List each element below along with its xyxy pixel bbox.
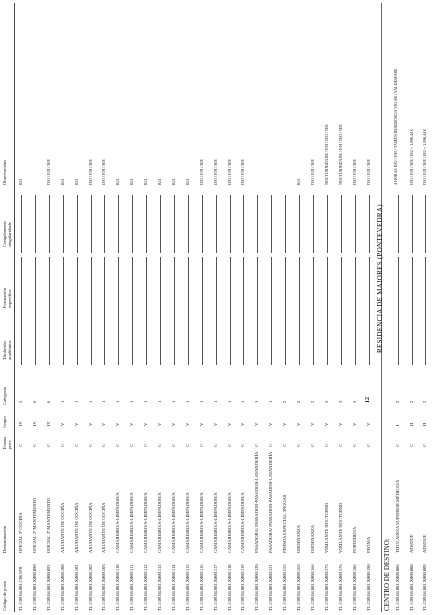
cell-categoria: 12 bbox=[364, 397, 371, 403]
cell-grupo: V bbox=[143, 422, 149, 426]
empty-cell-line bbox=[202, 307, 203, 365]
cell-forma: C bbox=[198, 443, 204, 447]
cell-forma: C bbox=[59, 443, 65, 447]
cell-forma: C bbox=[101, 443, 107, 447]
empty-cell-line bbox=[243, 307, 244, 365]
cell-categoria: 5 bbox=[18, 400, 23, 403]
empty-cell-line bbox=[299, 195, 300, 253]
cell-forma: C bbox=[170, 443, 176, 447]
empty-cell-line bbox=[188, 257, 189, 315]
table-row bbox=[421, 0, 430, 615]
table-row bbox=[184, 0, 193, 615]
cell-denominacion: CAMAREIRO/A-LIMPADOR/A bbox=[143, 492, 149, 553]
table-row bbox=[114, 0, 123, 615]
empty-cell-line bbox=[425, 195, 426, 253]
table-row bbox=[295, 0, 304, 615]
col-header-complemento: Complemento singularidade bbox=[2, 220, 12, 247]
empty-cell-line bbox=[118, 307, 119, 365]
cell-forma: C bbox=[323, 443, 329, 447]
table-row bbox=[128, 0, 137, 615]
cell-denominacion: CAMAREIRO/A-LIMPADOR/A bbox=[184, 492, 190, 553]
empty-cell-line bbox=[202, 257, 203, 315]
cell-grupo: V bbox=[87, 422, 93, 426]
empty-cell-line bbox=[313, 257, 314, 315]
cell-categoria: 1 bbox=[59, 400, 65, 403]
cell-categoria: 6 bbox=[45, 400, 51, 403]
empty-cell-line bbox=[327, 307, 328, 365]
table-row bbox=[45, 0, 54, 615]
empty-cell-line bbox=[355, 257, 356, 315]
cell-denominacion: AXUDANTE DE COCIÑA bbox=[73, 502, 79, 553]
cell-forma: C bbox=[45, 443, 51, 447]
col-header-codigo: Código de posto bbox=[2, 580, 7, 611]
cell-observaciones: D/O / F/H / H/E bbox=[101, 159, 107, 185]
cell-categoria: 2 bbox=[408, 400, 414, 403]
empty-cell-line bbox=[313, 195, 314, 253]
col-header-formacion: Formación específica bbox=[2, 288, 12, 308]
table-row bbox=[100, 0, 109, 615]
empty-cell-line bbox=[77, 257, 78, 315]
empty-cell-line bbox=[285, 307, 286, 365]
empty-cell-line bbox=[63, 195, 64, 253]
cell-forma: C bbox=[73, 443, 79, 447]
empty-cell-line bbox=[425, 257, 426, 315]
cell-forma: C bbox=[296, 443, 301, 447]
empty-cell-line bbox=[188, 307, 189, 365]
cell-grupo: II bbox=[408, 423, 414, 426]
cell-grupo: IV bbox=[45, 421, 51, 426]
table-row bbox=[281, 0, 290, 615]
cell-denominacion: PASADORA/ PASSADOR-PASADOR-LAVANDERÍA bbox=[254, 451, 260, 553]
empty-cell-line bbox=[355, 307, 356, 365]
cell-forma: C bbox=[337, 443, 343, 447]
cell-grupo: IV bbox=[18, 421, 23, 426]
cell-observaciones: D/O / F/H / H/E / H/2 + 1.096,44 € bbox=[408, 128, 414, 185]
cell-code: TL.C09.04.001.X000.120 bbox=[254, 564, 260, 611]
cell-code: TL.C09.04.001.X000.165 bbox=[296, 564, 301, 611]
col-header-observaciones: Observacións bbox=[2, 159, 7, 185]
cell-code: TL.C09.04.001.X000.117 bbox=[212, 564, 218, 611]
centro-destino-label: CENTRO DE DESTINO: bbox=[383, 538, 391, 611]
cell-observaciones: D/O / F/H / H/E bbox=[45, 159, 51, 185]
table-row bbox=[31, 0, 40, 615]
cell-forma: C bbox=[129, 443, 135, 447]
empty-cell-line bbox=[104, 307, 105, 365]
empty-cell-line bbox=[118, 257, 119, 315]
cell-categoria: 2 bbox=[395, 400, 400, 403]
cell-forma: C bbox=[87, 443, 93, 447]
cell-code: TL.C09.04.001.X000.176 bbox=[337, 564, 343, 611]
cell-observaciones: D/O / F/H / H/E bbox=[87, 159, 93, 185]
cell-observaciones: B/4 bbox=[59, 179, 65, 185]
cell-categoria: 1 bbox=[87, 400, 93, 403]
table-row bbox=[351, 0, 360, 615]
table-row bbox=[253, 0, 262, 615]
empty-cell-line bbox=[160, 195, 161, 253]
cell-grupo: I bbox=[395, 424, 400, 426]
cell-code: TL.C09.04.001.X000.090 bbox=[31, 564, 37, 611]
empty-cell-line bbox=[160, 257, 161, 315]
cell-categoria: 1 bbox=[143, 400, 149, 403]
cell-categoria: 3 bbox=[323, 400, 329, 403]
cell-categoria: 2 bbox=[309, 400, 315, 403]
empty-cell-line bbox=[49, 195, 50, 253]
cell-grupo: V bbox=[157, 422, 162, 426]
cell-observaciones: B/4 bbox=[73, 179, 79, 185]
table-row bbox=[365, 0, 374, 615]
empty-cell-line bbox=[355, 195, 356, 253]
empty-cell-line bbox=[63, 307, 64, 365]
cell-code: TL.C09.04.001.X000.009 bbox=[422, 564, 427, 611]
cell-denominacion: OFICIAL 2ª MANTEMENTO bbox=[31, 497, 37, 553]
cell-categoria: 1 bbox=[73, 400, 79, 403]
empty-cell-line bbox=[146, 257, 147, 315]
cell-denominacion: AXUDANTE DE COCIÑA bbox=[87, 502, 93, 553]
cell-categoria: 1 bbox=[198, 400, 204, 403]
empty-cell-line bbox=[257, 257, 258, 315]
empty-cell-line bbox=[132, 195, 133, 253]
table-row bbox=[87, 0, 96, 615]
cell-categoria: 1 bbox=[170, 400, 176, 403]
table-row bbox=[73, 0, 82, 615]
empty-cell-line bbox=[271, 307, 272, 365]
empty-cell-line bbox=[21, 195, 22, 253]
empty-cell-line bbox=[35, 307, 36, 365]
empty-cell-line bbox=[216, 257, 217, 315]
cell-code: TL.C09.04.001.C06.070 bbox=[18, 566, 23, 611]
cell-denominacion: CAMAREIRO/A-LIMPADOR/A bbox=[170, 492, 176, 553]
cell-denominacion: CAMAREIRO/A-LIMPADOR/A bbox=[226, 492, 232, 553]
empty-cell-line bbox=[104, 257, 105, 315]
cell-code: TL.C09.04.001.X000.102 bbox=[87, 564, 93, 611]
cell-observaciones: D/O / F/H / H/E bbox=[351, 159, 357, 185]
cell-denominacion: PASADORA/ PASSADOR-PASADOR-LAVANDERÍA bbox=[268, 451, 274, 553]
cell-categoria: 1 bbox=[115, 400, 121, 403]
cell-forma: C bbox=[184, 443, 190, 447]
cell-forma: C bbox=[157, 443, 162, 447]
cell-categoria: 1 bbox=[226, 400, 232, 403]
empty-cell-line bbox=[35, 257, 36, 315]
cell-code: TL.C09.04.001.X000.166 bbox=[309, 564, 315, 611]
cell-code: TL.C09.04.001.X000.175 bbox=[323, 564, 329, 611]
empty-cell-line bbox=[77, 307, 78, 365]
empty-cell-line bbox=[146, 307, 147, 365]
cell-code: TL.C09.04.001.X000.111 bbox=[129, 564, 135, 611]
cell-grupo: V bbox=[198, 422, 204, 426]
empty-cell-line bbox=[63, 257, 64, 315]
cell-categoria: 1 bbox=[268, 400, 274, 403]
empty-cell-line bbox=[230, 307, 231, 365]
cell-observaciones: B/4 bbox=[296, 179, 301, 185]
cell-grupo: V bbox=[296, 422, 301, 426]
cell-grupo: V bbox=[73, 422, 79, 426]
cell-observaciones: D/O / F/H / H/E bbox=[240, 159, 246, 185]
cell-code: TL.C09.04.001.X000.116 bbox=[198, 564, 204, 611]
empty-cell-line bbox=[174, 307, 175, 365]
cell-forma: C bbox=[143, 443, 149, 447]
cell-denominacion: OFICIAL 2ª COCIÑA bbox=[18, 512, 23, 553]
cell-denominacion: ORDENANZA bbox=[309, 525, 315, 553]
table-row bbox=[226, 0, 235, 615]
col-header-forma: Forma prov. bbox=[2, 437, 12, 449]
cell-categoria: 3 bbox=[337, 400, 343, 403]
cell-categoria: 1 bbox=[184, 400, 190, 403]
cell-code: TL.C09.04.001.X000.121 bbox=[268, 564, 274, 611]
cell-grupo: V bbox=[115, 422, 121, 426]
empty-cell-line bbox=[341, 257, 342, 315]
header-rule bbox=[14, 3, 15, 612]
cell-forma: C bbox=[365, 443, 371, 447]
residencia-title: RESIDENCIA DE MAIORES (PONTEVEDRA) bbox=[376, 204, 384, 353]
cell-forma: C bbox=[226, 443, 232, 447]
table-row bbox=[59, 0, 68, 615]
cell-code: TL.C09.04.001.X000.101 bbox=[73, 564, 79, 611]
table-row bbox=[408, 0, 417, 615]
empty-cell-line bbox=[412, 195, 413, 253]
cell-grupo: II bbox=[422, 423, 427, 426]
cell-denominacion: PERSOA ESPECIAL. INGOAS bbox=[282, 494, 288, 553]
cell-forma: C bbox=[115, 443, 121, 447]
col-header-titulacion: Titulación académica bbox=[2, 340, 12, 360]
cell-code: TL.C09.04.001.X000.190 bbox=[365, 564, 371, 611]
table-row bbox=[156, 0, 165, 615]
cell-denominacion: AXUDANTE DE COCIÑA bbox=[101, 502, 107, 553]
cell-categoria: 3 bbox=[351, 400, 357, 403]
cell-denominacion: CAMAREIRO/A-LIMPADOR/A bbox=[240, 492, 246, 553]
cell-denominacion: ATS/DUE bbox=[422, 534, 427, 553]
cell-forma: C bbox=[282, 443, 288, 447]
cell-denominacion: VIXILANTE NOCTURNO bbox=[323, 502, 329, 553]
empty-cell-line bbox=[257, 195, 258, 253]
cell-forma: C bbox=[254, 443, 260, 447]
cell-forma: C bbox=[309, 443, 315, 447]
cell-observaciones: NOCTURNIDADE / F/H / D/O / H/E bbox=[337, 124, 343, 185]
empty-cell-line bbox=[369, 257, 370, 315]
cell-code: TL.C09.04.001.X000.119 bbox=[240, 564, 246, 611]
cell-observaciones: B/4 bbox=[184, 179, 190, 185]
cell-observaciones: B/4 bbox=[115, 179, 121, 185]
cell-observaciones: D/O / F/H / H/E / H/2 + 1.096,44 € bbox=[422, 128, 427, 185]
empty-cell-line bbox=[202, 195, 203, 253]
cell-observaciones: D/O / F/H / H/E bbox=[198, 159, 204, 185]
table-row bbox=[17, 0, 26, 615]
empty-cell-line bbox=[188, 195, 189, 253]
empty-cell-line bbox=[369, 195, 370, 253]
empty-cell-line bbox=[243, 195, 244, 253]
empty-cell-line bbox=[271, 257, 272, 315]
cell-forma: C bbox=[351, 443, 357, 447]
empty-cell-line bbox=[132, 257, 133, 315]
empty-cell-line bbox=[299, 307, 300, 365]
empty-cell-line bbox=[412, 307, 413, 365]
cell-categoria: 6 bbox=[31, 400, 37, 403]
empty-cell-line bbox=[412, 257, 413, 315]
cell-denominacion: AXUDANTE DE COCIÑA bbox=[59, 502, 65, 553]
cell-grupo: V bbox=[337, 422, 343, 426]
cell-grupo: V bbox=[129, 422, 135, 426]
cell-forma: C bbox=[395, 443, 400, 447]
cell-grupo: IV bbox=[31, 421, 37, 426]
cell-observaciones: D/O / F/H / H/E bbox=[309, 159, 315, 185]
cell-code: TL.C09.04.001.X000.118 bbox=[226, 564, 232, 611]
table-row bbox=[394, 0, 403, 615]
col-header-categoria: Categoría bbox=[2, 387, 7, 405]
empty-cell-line bbox=[77, 195, 78, 253]
empty-cell-line bbox=[104, 195, 105, 253]
cell-code: TL.C09.04.001.X000.115 bbox=[184, 564, 190, 611]
empty-cell-line bbox=[398, 307, 399, 365]
table-row bbox=[267, 0, 276, 615]
cell-denominacion: OFICIAL 2ª MANTEMENTO bbox=[45, 497, 51, 553]
empty-cell-line bbox=[49, 307, 50, 365]
cell-categoria: 2 bbox=[422, 400, 427, 403]
cell-grupo: V bbox=[212, 422, 218, 426]
empty-cell-line bbox=[91, 195, 92, 253]
empty-cell-line bbox=[118, 195, 119, 253]
cell-grupo: V bbox=[184, 422, 190, 426]
cell-denominacion: CAMAREIRO/A-LIMPADOR/A bbox=[212, 492, 218, 553]
table-row bbox=[323, 0, 332, 615]
empty-cell-line bbox=[243, 257, 244, 315]
empty-cell-line bbox=[313, 307, 314, 365]
empty-cell-line bbox=[285, 195, 286, 253]
cell-code: TL.C09.04.001.X000.091 bbox=[45, 564, 51, 611]
cell-grupo: V bbox=[365, 422, 371, 426]
cell-categoria: 2 bbox=[282, 400, 288, 403]
cell-observaciones: D/O / F/H / H/E bbox=[212, 159, 218, 185]
cell-code: TL.C09.04.001.X000.114 bbox=[170, 564, 176, 611]
cell-grupo: V bbox=[254, 422, 260, 426]
empty-cell-line bbox=[132, 307, 133, 365]
cell-denominacion: ATS/DUE bbox=[408, 534, 414, 553]
cell-observaciones: D/O / F/H / H/E bbox=[226, 159, 232, 185]
cell-forma: C bbox=[268, 443, 274, 447]
cell-categoria: 1 bbox=[240, 400, 246, 403]
empty-cell-line bbox=[327, 257, 328, 315]
table-row bbox=[142, 0, 151, 615]
cell-denominacion: CAMAREIRO/A-LIMPADOR/A bbox=[198, 492, 204, 553]
table-row bbox=[170, 0, 179, 615]
empty-cell-line bbox=[425, 307, 426, 365]
empty-cell-line bbox=[257, 307, 258, 365]
empty-cell-line bbox=[216, 307, 217, 365]
cell-grupo: V bbox=[309, 422, 315, 426]
cell-grupo: V bbox=[59, 422, 65, 426]
cell-grupo: V bbox=[282, 422, 288, 426]
cell-code: TL.C09.04.001.X000.006 bbox=[395, 564, 400, 611]
table-row bbox=[337, 0, 346, 615]
empty-cell-line bbox=[341, 307, 342, 365]
cell-denominacion: PEÓN/A bbox=[365, 536, 371, 553]
cell-code: TL.C09.04.001.X000.112 bbox=[143, 564, 149, 611]
cell-forma: C bbox=[31, 443, 37, 447]
cell-code: TL.C09.04.001.X000.186 bbox=[351, 564, 357, 611]
empty-cell-line bbox=[49, 257, 50, 315]
empty-cell-line bbox=[35, 195, 36, 253]
cell-observaciones: B/4 bbox=[18, 179, 23, 185]
cell-code: TL.C09.04.001.X000.103 bbox=[101, 564, 107, 611]
table-row bbox=[239, 0, 248, 615]
cell-observaciones: 4 HORAS D/O / F/H / TAMÉN RESIDENCIA VIGAR / VALDEMARE bbox=[393, 68, 398, 185]
cell-categoria: 2 bbox=[296, 400, 301, 403]
empty-cell-line bbox=[160, 307, 161, 365]
cell-denominacion: ORDENANZA bbox=[296, 525, 301, 553]
cell-denominacion: CAMAREIRO/A-LIMPADOR/A bbox=[115, 492, 121, 553]
cell-code: TL.C09.04.001.X000.100 bbox=[59, 564, 65, 611]
empty-cell-line bbox=[174, 195, 175, 253]
empty-cell-line bbox=[21, 257, 22, 315]
cell-code: TL.C09.04.001.X000.155 bbox=[282, 564, 288, 611]
empty-cell-line bbox=[174, 257, 175, 315]
cell-denominacion: TITULADO/A SUPERIOR MÉDICO/A bbox=[395, 479, 400, 553]
cell-observaciones: B/4 bbox=[143, 179, 149, 185]
empty-cell-line bbox=[91, 257, 92, 315]
cell-denominacion: CAMAREIRO/A-LIMPADOR/A bbox=[157, 492, 162, 553]
cell-grupo: V bbox=[226, 422, 232, 426]
cell-denominacion: VIXILANTE NOCTURNO bbox=[337, 502, 343, 553]
cell-observaciones: D/O / F/H / H/E bbox=[365, 159, 371, 185]
empty-cell-line bbox=[341, 195, 342, 253]
table-row bbox=[309, 0, 318, 615]
cell-observaciones: B/4 bbox=[170, 179, 176, 185]
cell-code: TL.C09.04.001.X000.008 bbox=[408, 564, 414, 611]
cell-grupo: V bbox=[323, 422, 329, 426]
cell-grupo: V bbox=[101, 422, 107, 426]
empty-cell-line bbox=[146, 195, 147, 253]
empty-cell-line bbox=[271, 195, 272, 253]
empty-cell-line bbox=[398, 195, 399, 253]
col-header-denominacion: Denominación bbox=[2, 525, 7, 553]
col-header-grupo: Grupo bbox=[2, 416, 7, 428]
cell-categoria: 1 bbox=[101, 400, 107, 403]
empty-cell-line bbox=[299, 257, 300, 315]
empty-cell-line bbox=[285, 257, 286, 315]
empty-cell-line bbox=[398, 257, 399, 315]
empty-cell-line bbox=[230, 195, 231, 253]
cell-categoria: 1 bbox=[254, 400, 260, 403]
cell-observaciones: B/4 bbox=[157, 179, 162, 185]
cell-categoria: 1 bbox=[157, 400, 162, 403]
cell-forma: C bbox=[18, 443, 23, 447]
cell-denominacion: CAMAREIRO/A-LIMPADOR/A bbox=[129, 492, 135, 553]
cell-forma: C bbox=[422, 443, 427, 447]
table-row bbox=[212, 0, 221, 615]
empty-cell-line bbox=[327, 195, 328, 253]
table-row bbox=[198, 0, 207, 615]
empty-cell-line bbox=[21, 307, 22, 365]
cell-categoria: 1 bbox=[212, 400, 218, 403]
cell-denominacion: PORTEIRO/A bbox=[351, 526, 357, 553]
cell-observaciones: NOCTURNIDADE / F/H / D/O / H/E bbox=[323, 124, 329, 185]
cell-grupo: V bbox=[170, 422, 176, 426]
empty-cell-line bbox=[216, 195, 217, 253]
cell-forma: C bbox=[212, 443, 218, 447]
cell-forma: C bbox=[408, 443, 414, 447]
cell-code: TL.C09.04.001.X000.113 bbox=[157, 564, 162, 611]
cell-observaciones: B/4 bbox=[129, 179, 135, 185]
cell-forma: C bbox=[240, 443, 246, 447]
cell-grupo: V bbox=[351, 422, 357, 426]
cell-grupo: V bbox=[240, 422, 246, 426]
cell-categoria: 1 bbox=[129, 400, 135, 403]
empty-cell-line bbox=[230, 257, 231, 315]
empty-cell-line bbox=[369, 307, 370, 365]
cell-code: TL.C09.04.001.X000.110 bbox=[115, 564, 121, 611]
cell-grupo: V bbox=[268, 422, 274, 426]
empty-cell-line bbox=[91, 307, 92, 365]
